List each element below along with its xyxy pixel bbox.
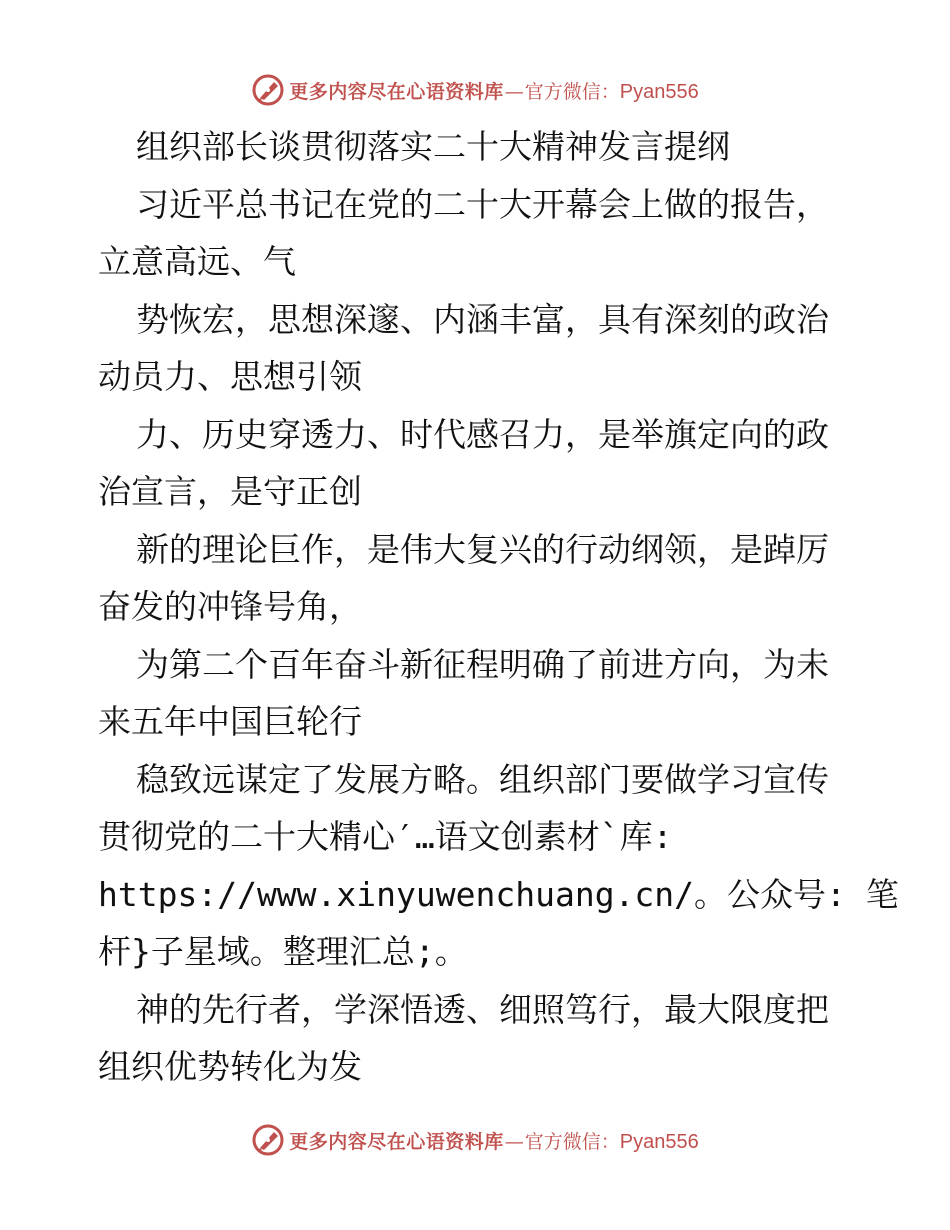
- text-line: https://www.xinyuwenchuang.cn/。公众号: 笔: [98, 874, 899, 914]
- text-line: 新的理论巨作，是伟大复兴的行动纲领，是踔厉: [136, 529, 829, 569]
- text-line: 动员力、思想引领: [98, 357, 362, 396]
- footer-banner: [0, 1120, 950, 1160]
- document-body: [98, 118, 899, 1096]
- text-line: 神的先行者，学深悟透、细照笃行，最大限度把: [136, 989, 829, 1029]
- pen-logo-icon: [251, 73, 285, 107]
- site-name: 更多内容尽在心语资料库: [289, 1130, 504, 1153]
- site-name: 更多内容尽在心语资料库: [289, 80, 504, 103]
- text-line: 治宣言，是守正创: [98, 472, 362, 511]
- wechat-label: 官方微信：: [524, 80, 620, 103]
- text-line: 组织优势转化为发: [98, 1047, 362, 1086]
- text-line: 为第二个百年奋斗新征程明确了前进方向，为未: [136, 644, 829, 684]
- text-line: 杆}子星域。整理汇总;。: [98, 932, 468, 971]
- document-title: 组织部长谈贯彻落实二十大精神发言提纲: [136, 127, 730, 166]
- text-line: 立意高远、气: [98, 242, 296, 281]
- text-line: 来五年中国巨轮行: [98, 702, 362, 741]
- text-line: 稳致远谋定了发展方略。组织部门要做学习宣传: [136, 759, 829, 799]
- text-line: 贯彻党的二十大精心′…语文创素材`库:: [98, 817, 673, 856]
- text-line: 奋发的冲锋号角，: [98, 587, 362, 626]
- text-line: 力、历史穿透力、时代感召力，是举旗定向的政: [136, 414, 829, 454]
- pen-logo-icon: [251, 1123, 285, 1157]
- banner-dash: —: [504, 1130, 524, 1153]
- header-banner: [0, 70, 950, 110]
- text-line: 习近平总书记在党的二十大开幕会上做的报告，: [136, 184, 829, 224]
- wechat-id: Pyan556: [619, 1130, 699, 1153]
- banner-dash: —: [504, 80, 524, 103]
- text-line: 势恢宏，思想深邃、内涵丰富，具有深刻的政治: [136, 299, 829, 339]
- wechat-label: 官方微信：: [524, 1130, 620, 1153]
- wechat-id: Pyan556: [619, 80, 699, 103]
